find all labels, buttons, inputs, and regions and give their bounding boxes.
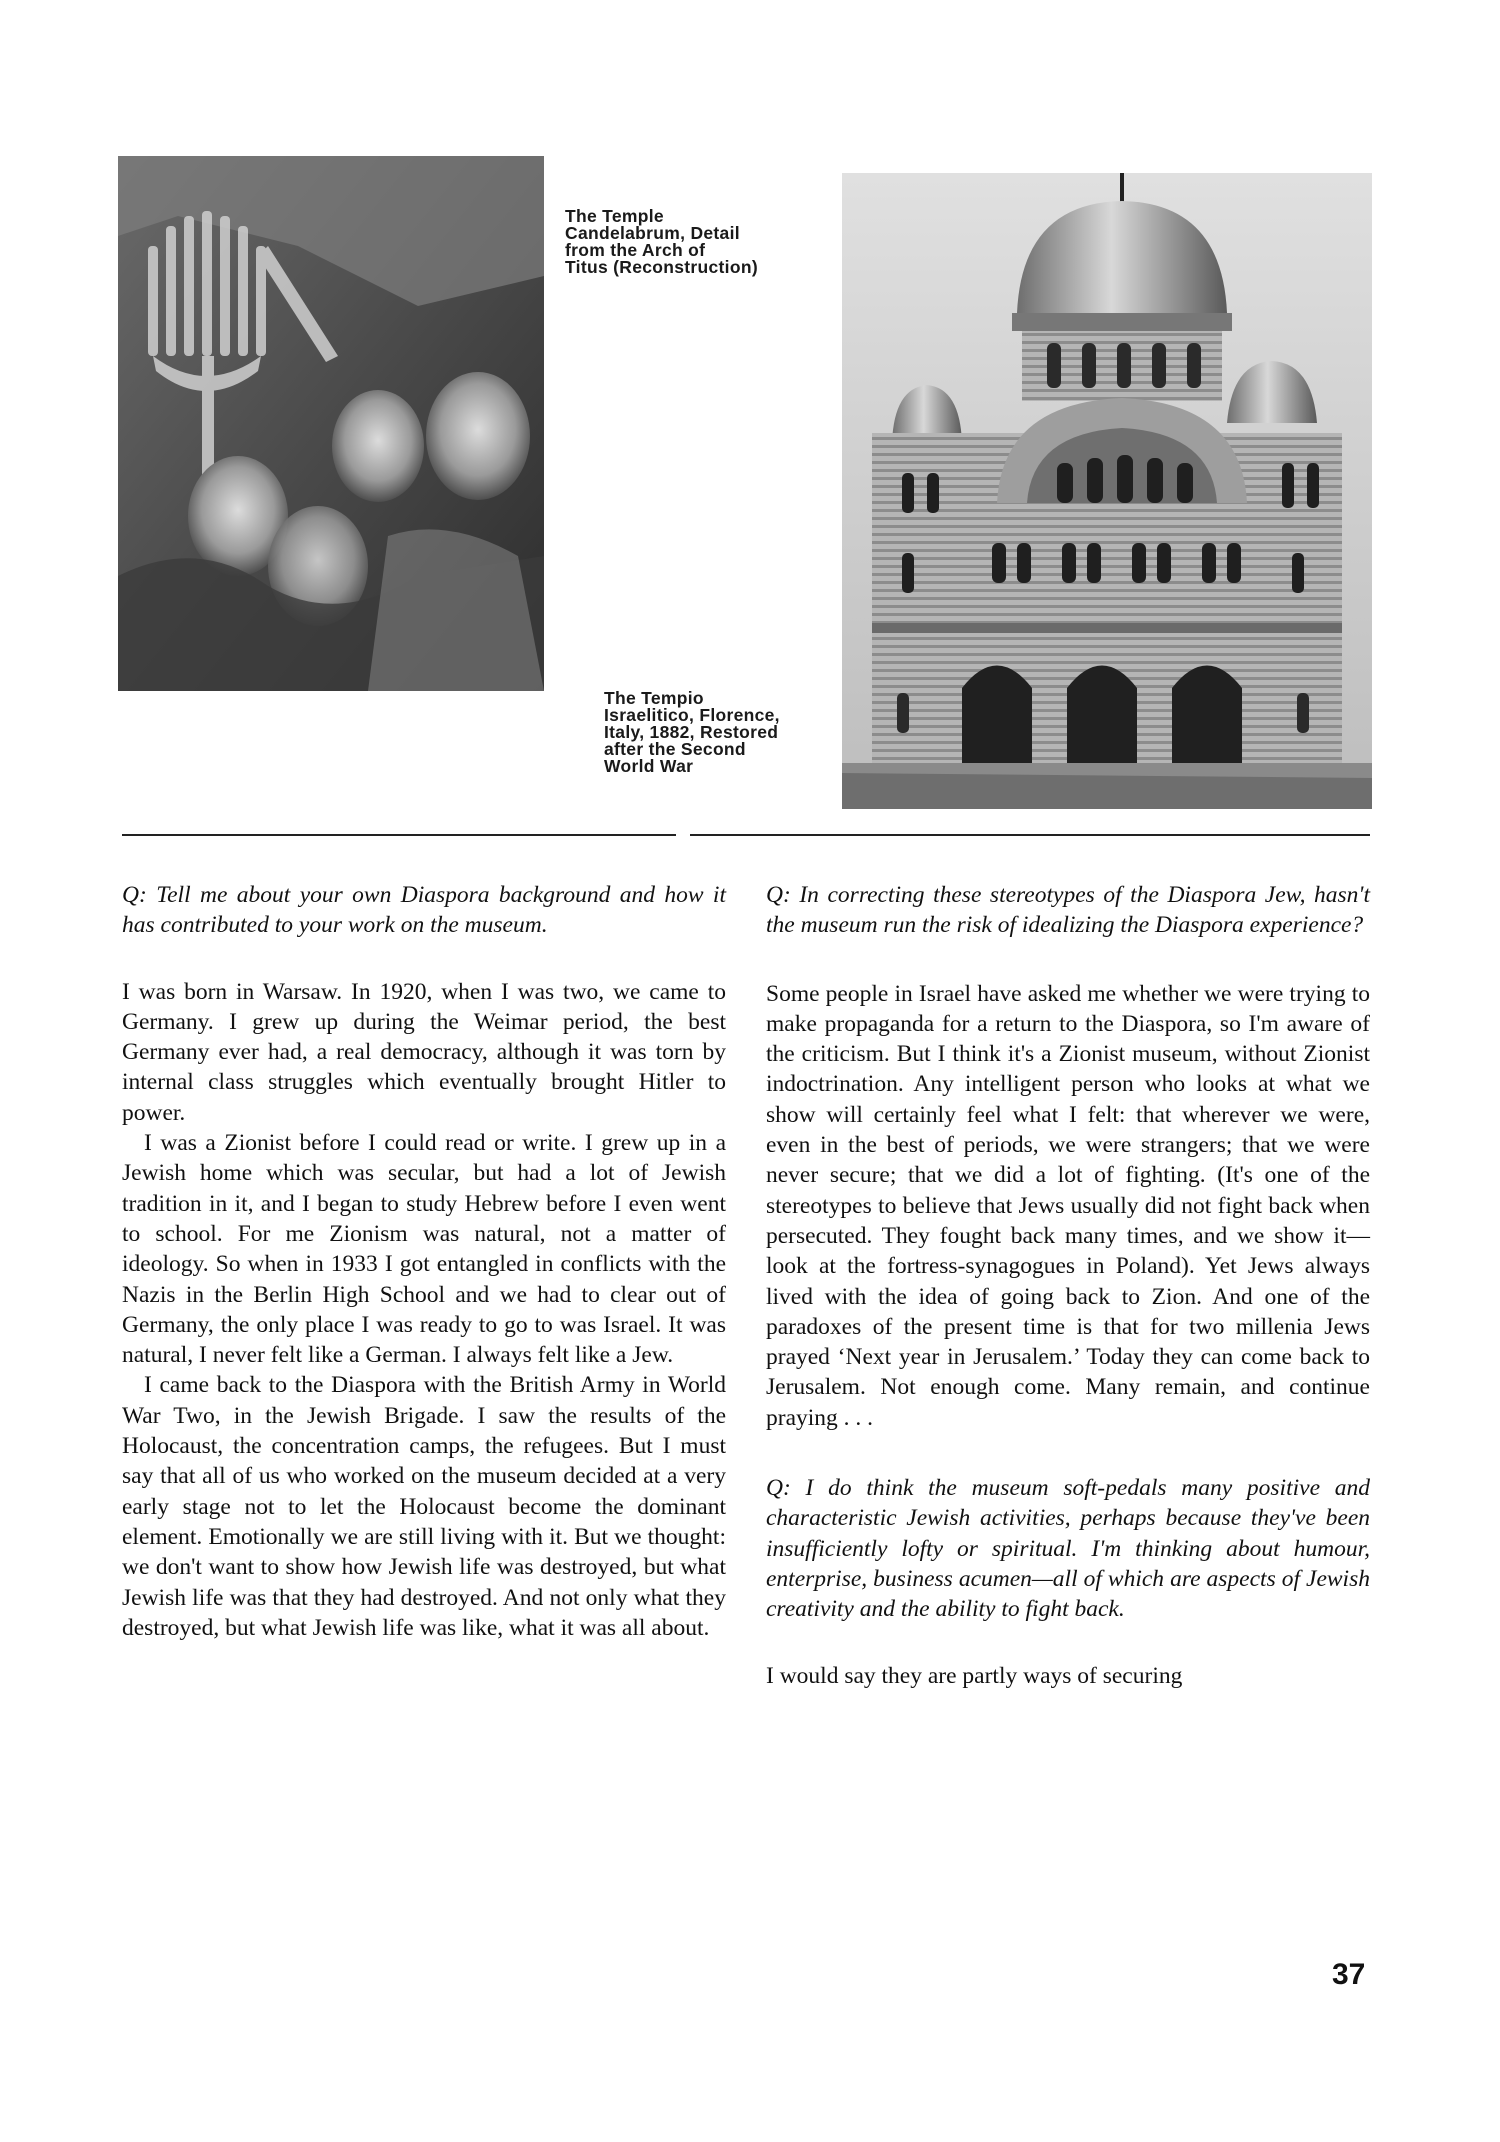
synagogue-image [842, 173, 1372, 809]
caption-tempio: The Tempio Israelitico, Florence, Italy, 1882, Restored after the Second World War [604, 688, 780, 776]
answer-paragraph-1: I was born in Warsaw. In 1920, when I was two, we came to Germany. I grew up during the Weimar period, the best Germany ever had, a real democracy, although it was torn by internal class struggles which eventually brought Hitler to power. [122, 978, 726, 1126]
answer-paragraph-2: I was a Zionist before I could read or write. I grew up in a Jewish home which was secular, but had a lot of Jewish tradition in it, and I began to study Hebrew before I even went to school. For me Zionism was natural, not a matter of ideology. So when in 1933 I got entangled in conflicts with the Nazis in the Berlin High School and we had to clear out of Germany, the only place I was ready to go to was Israel. It was natural, I never felt like a German. I always felt like a Jew. [122, 1130, 726, 1369]
page-number: 37 [1332, 1958, 1366, 1991]
answer-securing: I would say they are partly ways of securing [766, 1662, 1183, 1689]
rule-right [690, 834, 1370, 836]
question-idealizing: Q: In correcting these stereotypes of the Diaspora Jew, hasn't the museum run the risk of idealizing the Diaspora experience? [766, 882, 1370, 939]
left-column [122, 880, 726, 1643]
answer-idealizing: Some people in Israel have asked me whether we were trying to make propaganda for a return to the Diaspora, so I'm aware of the criticism. But I think it's a Zionist museum, without Zionist indoctrination. Any intelligent person who looks at what we show will certainly feel what I felt: that wherever we were, even in the best of periods, we were strangers; that we were never secure; that we did a lot of fighting. (It's one of the stereotypes to believe that Jews usually did not fight back when persecuted. They fought back many times, and we show it—look at the fortress-synagogues in Poland). Yet Jews always lived with the idea of going back to Zion. And one of the paradoxes of the present time is that for two millenia Jews prayed ‘Next year in Jerusalem.’ Today they can come back to Jerusalem. Not enough come. Many remain, and continue praying . . . [766, 980, 1370, 1431]
synagogue-photo [842, 173, 1372, 809]
rule-left [122, 834, 676, 836]
question-soft-pedals: Q: I do think the museum soft-pedals many positive and characteristic Jewish activities, perhaps because they've been insufficiently lofty or spiritual. I'm thinking about humour, enterprise, business acumen—all of which are aspects of Jewish creativity and the ability to fight back. [766, 1475, 1370, 1623]
caption-candelabrum: The Temple Candelabrum, Detail from the Arch of Titus (Reconstruction) [565, 206, 758, 277]
question-diaspora-background: Q: Tell me about your own Diaspora background and how it has contributed to your work on the museum. [122, 882, 726, 939]
relief-photo [118, 156, 544, 691]
relief-image [118, 156, 544, 691]
answer-paragraph-3: I came back to the Diaspora with the British Army in World War Two, in the Jewish Brigade. I saw the results of the Holocaust, the concentration camps, the refugees. But I must say that all of us who worked on the museum decided at a very early stage not to let the Holocaust become the dominant element. Emotionally we are still living with it. But we thought: we don't want to show how Jewish life was destroyed, but what Jewish life was that they had destroyed. And not only what they destroyed, but what Jewish life was like, what it was all about. [122, 1372, 726, 1641]
right-column [766, 880, 1370, 1691]
